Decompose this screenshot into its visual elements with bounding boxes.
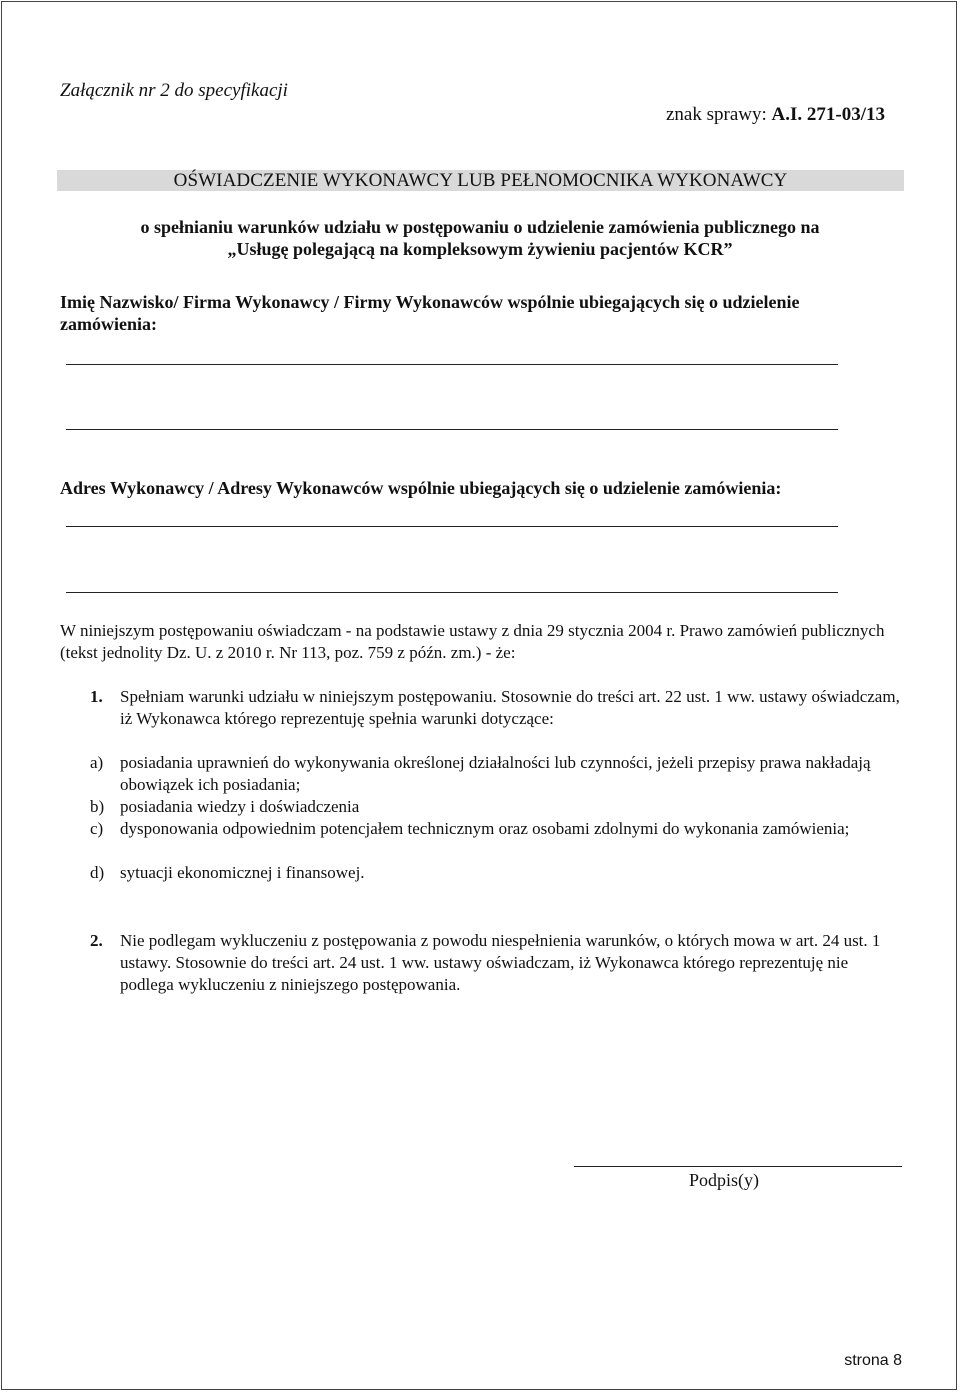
condition-b-letter: b)	[90, 797, 105, 816]
contractor-address-line-1[interactable]	[66, 526, 838, 527]
case-prefix: znak sprawy:	[665, 104, 772, 125]
condition-d-letter: d)	[90, 863, 105, 882]
annex-label: Załącznik nr 2 do specyfikacji	[60, 80, 288, 101]
condition-d-text: sytuacji ekonomicznej i finansowej.	[120, 863, 365, 882]
case-number	[666, 104, 885, 126]
condition-a-letter: a)	[90, 753, 104, 772]
point-1-number: 1.	[90, 687, 103, 706]
statement-intro: W niniejszym postępowaniu oświadczam - na podstawie ustawy z dnia 29 stycznia 2004 r. Prawo zamówień publicznych (tekst jednolity Dz. U. z 2010 r. Nr 113, poz. 759 z późn. zm.) - że:	[60, 621, 885, 662]
signature-line[interactable]	[574, 1166, 902, 1167]
signature-label: Podpis(y)	[688, 1170, 759, 1190]
contractor-name-line-2[interactable]	[66, 429, 838, 430]
case-number-value: A.I. 271-03/13	[771, 104, 885, 125]
condition-b-text: posiadania wiedzy i doświadczenia	[120, 797, 360, 816]
subtitle-line-1: o spełnianiu warunków udziału w postępowaniu o udzielenie zamówienia publicznego na	[140, 217, 820, 237]
point-2-number: 2.	[90, 931, 103, 950]
subtitle-line-2: „Usługę polegającą na kompleksowym żywieniu pacjentów KCR”	[227, 239, 733, 259]
contractor-name-label: Imię Nazwisko/ Firma Wykonawcy / Firmy Wykonawców wspólnie ubiegających się o udzielenie zamówienia:	[60, 292, 800, 334]
contractor-address-label: Adres Wykonawcy / Adresy Wykonawców wspólnie ubiegających się o udzielenie zamówienia:	[60, 478, 782, 498]
document-subtitle	[60, 216, 900, 260]
document-title: OŚWIADCZENIE WYKONAWCY LUB PEŁNOMOCNIKA WYKONAWCY	[57, 170, 904, 191]
condition-c-text: dysponowania odpowiednim potencjałem technicznym oraz osobami zdolnymi do wykonania zamówienia;	[120, 819, 850, 838]
point-1-text: Spełniam warunki udziału w niniejszym postępowaniu. Stosownie do treści art. 22 ust. 1 ww. ustawy oświadczam, iż Wykonawca którego reprezentuję spełnia warunki dotyczące:	[120, 687, 900, 728]
condition-a-text: posiadania uprawnień do wykonywania określonej działalności lub czynności, jeżeli przepisy prawa nakładają obowiązek ich posiadania;	[120, 753, 871, 794]
contractor-name-line-1[interactable]	[66, 364, 838, 365]
page-number: strona 8	[844, 1352, 902, 1369]
contractor-address-line-2[interactable]	[66, 592, 838, 593]
point-2-text: Nie podlegam wykluczeniu z postępowania z powodu niespełnienia warunków, o których mowa w art. 24 ust. 1 ustawy. Stosownie do treści art. 24 ust. 1 ww. ustawy oświadczam, iż Wykonawca którego reprezentuję nie podlega wykluczeniu z niniejszego postępowania.	[120, 931, 881, 994]
condition-c-letter: c)	[90, 819, 104, 838]
